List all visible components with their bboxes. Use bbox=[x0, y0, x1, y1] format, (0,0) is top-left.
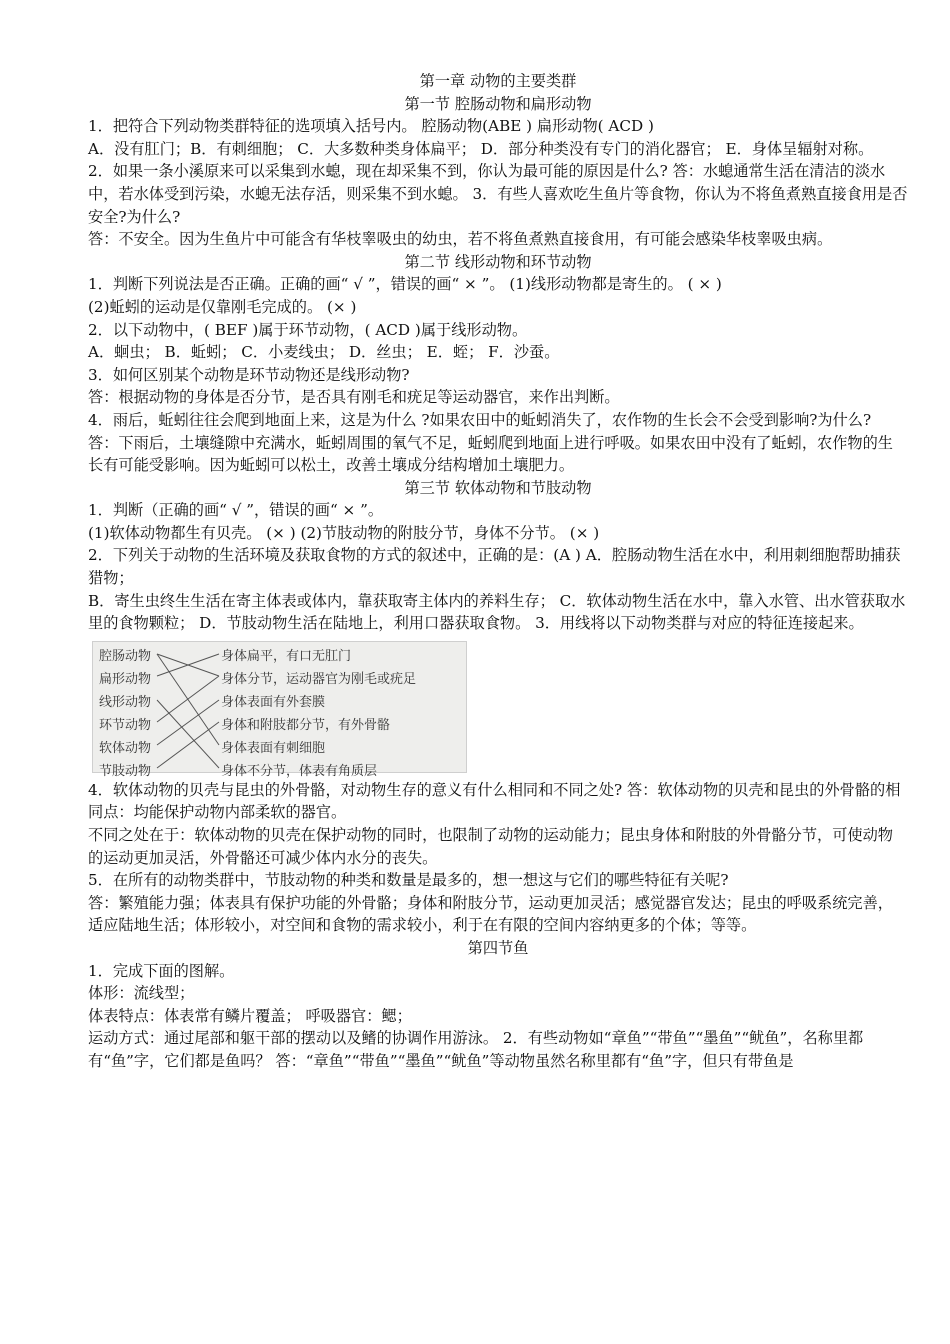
match-left-6: 节肢动物 bbox=[99, 763, 152, 779]
match-left-5: 软体动物 bbox=[99, 740, 152, 756]
s2-question-2-options: A．蛔虫； B．蚯蚓； C．小麦线虫； D．丝虫； E．蛭； F．沙蚕。 bbox=[88, 343, 560, 362]
match-right-4: 身体和附肢都分节，有外骨骼 bbox=[221, 717, 391, 733]
s1-answer-3: 答：不安全。因为生鱼片中可能含有华枝睾吸虫的幼虫，若不将鱼煮熟直接食用，有可能会感染华枝睾吸虫病。 bbox=[88, 230, 833, 249]
s2-answer-3: 答：根据动物的身体是否分节，是否具有刚毛和疣足等运动器官，来作出判断。 bbox=[88, 388, 620, 407]
match-left-2: 扁形动物 bbox=[99, 671, 152, 687]
s2-question-1: 1．判断下列说法是否正确。正确的画“ √ ”，错误的画“ × ”。 (1)线形动物都是寄生的。 ( × ) bbox=[88, 275, 722, 294]
s2-question-3: 3．如何区别某个动物是环节动物还是线形动物? bbox=[88, 365, 410, 384]
s3-question-4: 4．软体动物的贝壳与昆虫的外骨骼，对动物生存的意义有什么相同和不同之处? 答：软体动物的贝壳和昆虫的外骨骼的相同点：均能保护动物内部柔软的器官。 bbox=[88, 780, 901, 822]
match-left-4: 环节动物 bbox=[99, 717, 152, 733]
matching-diagram bbox=[92, 641, 467, 779]
s4-line-3: 运动方式：通过尾部和躯干部的摆动以及鳍的协调作用游泳。 2．有些动物如“章鱼”“带鱼”“墨鱼”“鱿鱼”，名称里都有“鱼”字，它们都是鱼吗？ 答：“章鱼”“带鱼”“墨鱼”“鱿鱼”等动物虽然名称里都有“鱼”字，但只有带鱼是 bbox=[88, 1029, 864, 1070]
s2-answer-4: 答：下雨后，土壤缝隙中充满水，蚯蚓周围的氧气不足，蚯蚓爬到地面上进行呼吸。如果农田中没有了蚯蚓，农作物的生长有可能受影响。因为蚯蚓可以松土，改善土壤成分结构增加土壤肥力。 bbox=[88, 433, 893, 475]
section-4-title: 第四节鱼 bbox=[467, 939, 529, 957]
section-2-title: 第二节 线形动物和环节动物 bbox=[404, 252, 592, 271]
s3-answer-5: 答：繁殖能力强；体表具有保护功能的外骨骼；身体和附肢分节，运动更加灵活；感觉器官发达；昆虫的呼吸系统完善，适应陆地生活；体形较小，对空间和食物的需求较小，利于在有限的空间内容纳更多的个体；等等。 bbox=[88, 893, 893, 935]
match-right-3: 身体表面有外套膜 bbox=[221, 694, 326, 710]
s2-question-2: 2．以下动物中，( BEF )属于环节动物，( ACD )属于线形动物。 bbox=[88, 320, 528, 339]
section-1-title: 第一节 腔肠动物和扁形动物 bbox=[404, 94, 592, 113]
s1-question-2: 2．如果一条小溪原来可以采集到水螅，现在却采集不到，你认为最可能的原因是什么? 答：水螅通常生活在清洁的淡水中，若水体受到污染，水螅无法存活，则采集不到水螅。 3．有些人喜欢吃生鱼片等食物，你认为不将鱼煮熟直接食用是否安全?为什么? bbox=[88, 162, 908, 226]
s1-question-1-options: A．没有肛门；B．有刺细胞； C．大多数种类身体扁平； D．部分种类没有专门的消化器官； E．身体呈辐射对称。 bbox=[88, 139, 874, 158]
document-page bbox=[88, 70, 908, 1073]
s2-question-1b: (2)蚯蚓的运动是仅靠刚毛完成的。 (× ) bbox=[88, 297, 357, 316]
match-right-2: 身体分节，运动器官为刚毛或疣足 bbox=[221, 671, 417, 687]
s4-question-1: 1．完成下面的图解。 bbox=[88, 961, 235, 980]
s3-question-1: 1．判断（正确的画“ √ ”，错误的画“ × ”。 bbox=[88, 501, 384, 520]
match-right-6: 身体不分节，体表有角质层 bbox=[221, 763, 378, 779]
match-right-5: 身体表面有刺细胞 bbox=[221, 740, 326, 756]
s3-question-1b: (1)软体动物都生有贝壳。 (× ) (2)节肢动物的附肢分节，身体不分节。 (× ) bbox=[88, 523, 600, 542]
section-3-title: 第三节 软体动物和节肢动物 bbox=[404, 478, 592, 497]
s3-question-2b: B．寄生虫终生生活在寄主体表或体内，靠获取寄主体内的养料生存； C．软体动物生活在水中，靠入水管、出水管获取水里的食物颗粒； D．节肢动物生活在陆地上，利用口器获取食物。 3．用线将以下动物类群与对应的特征连接起来。 bbox=[88, 591, 906, 633]
s3-answer-4b: 不同之处在于：软体动物的贝壳在保护动物的同时，也限制了动物的运动能力；昆虫身体和附肢的外骨骼分节，可使动物的运动更加灵活，外骨骼还可减少体内水分的丧失。 bbox=[88, 826, 893, 867]
match-left-1: 腔肠动物 bbox=[99, 648, 152, 664]
s2-question-4: 4．雨后，蚯蚓往往会爬到地面上来，这是为什么 ?如果农田中的蚯蚓消失了，农作物的生长会不会受到影响?为什么? bbox=[88, 410, 872, 429]
s4-line-1: 体形：流线型； bbox=[88, 984, 195, 1003]
s4-line-2: 体表特点：体表常有鳞片覆盖； 呼吸器官：鳃； bbox=[88, 1006, 412, 1025]
match-left-3: 线形动物 bbox=[99, 694, 152, 710]
s3-question-5: 5．在所有的动物类群中，节肢动物的种类和数量是最多的，想一想这与它们的哪些特征有关呢? bbox=[88, 871, 729, 890]
chapter-title: 第一章 动物的主要类群 bbox=[419, 72, 577, 90]
s1-question-1: 1．把符合下列动物类群特征的选项填入括号内。 腔肠动物(ABE ) 扁形动物( ACD ) bbox=[88, 117, 654, 136]
match-right-1: 身体扁平，有口无肛门 bbox=[221, 648, 352, 664]
s3-question-2: 2．下列关于动物的生活环境及获取食物的方式的叙述中，正确的是：(A ) A．腔肠动物生活在水中，利用刺细胞帮助捕获猎物； bbox=[88, 546, 901, 588]
